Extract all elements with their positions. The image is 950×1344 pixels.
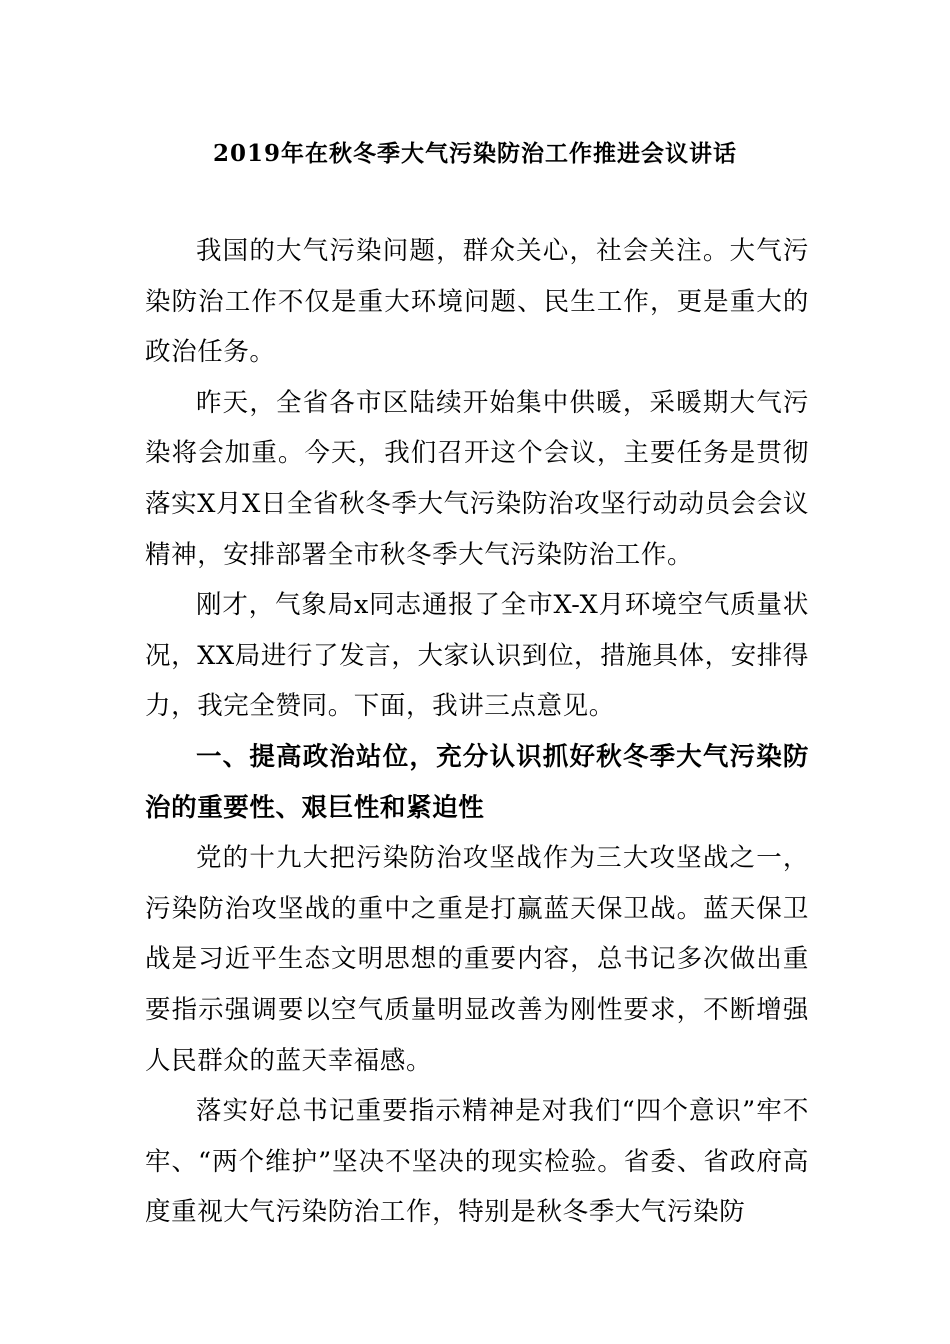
paragraph-section1-b: 落实好总书记重要指示精神是对我们“四个意识”牢不牢、“两个维护”坚决不坚决的现实检验。省委、省政府高度重视大气污染防治工作，特别是秋冬季大气污染防 [145, 1096, 809, 1228]
document-body [145, 226, 809, 1238]
paragraph-background: 昨天，全省各市区陆续开始集中供暖，采暖期大气污染将会加重。今天，我们召开这个会议，主要任务是贯彻落实X月X日全省秋冬季大气污染防治攻坚行动动员会会议精神，安排部署全市秋冬季大气污染防治工作。 [145, 387, 809, 570]
section-heading-1: 一、提高政治站位，充分认识抓好秋冬季大气污染防治的重要性、艰巨性和紧迫性 [145, 741, 809, 823]
paragraph-intro: 我国的大气污染问题，群众关心，社会关注。大气污染防治工作不仅是重大环境问题、民生工作，更是重大的政治任务。 [145, 236, 809, 368]
paragraph-section1-a: 党的十九大把污染防治攻坚战作为三大攻坚战之一，污染防治攻坚战的重中之重是打赢蓝天保卫战。蓝天保卫战是习近平生态文明思想的重要内容，总书记多次做出重要指示强调要以空气质量明显改善为刚性要求，不断增强人民群众的蓝天幸福感。 [145, 843, 809, 1076]
document-title: 2019年在秋冬季大气污染防治工作推进会议讲话 [212, 140, 737, 167]
paragraph-remarks: 刚才，气象局x同志通报了全市X-X月环境空气质量状况，XX局进行了发言，大家认识到位，措施具体，安排得力，我完全赞同。下面，我讲三点意见。 [145, 590, 809, 722]
